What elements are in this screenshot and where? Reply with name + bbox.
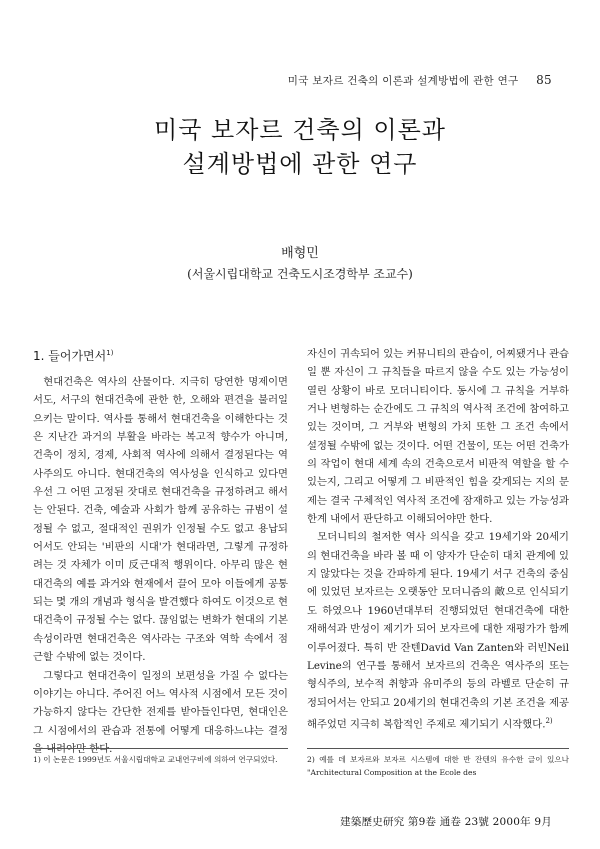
title-line-1: 미국 보자르 건축의 이론과	[154, 116, 446, 144]
right-paragraph-1: 자신이 귀속되어 있는 커뮤니티의 관습이, 어찌됐거나 관습일 뿐 자신이 그 규칙들을 따르지 않을 수도 있는 가능성이 열린 상황이 바로 모더니티이다. 동시에 그 규칙을 거부하거나 변형하는 순간에도 그 규칙의 역사적 조건에 참여하고 있는 것이며, 그 거부와 변형의 가치 또한 그 조건 속에서 설정될 수밖에 없는 것이다. 어떤 건물이, 또는 어떤 건축가의 작업이 현대 세계 속의 건축으로서 비판적 역할을 할 수 있는지, 그리고 어떻게 그 비판적인 힘을 갖게되는 지의 문제는 결국 구체적인 역사적 조건에 잠재하고 있는 가능성과 한계 내에서 판단하고 이해되어야만 한다.	[307, 348, 569, 526]
journal-footer: 建築歷史研究 第9卷 通卷 23號 2000年 9月	[340, 816, 552, 828]
footnote-divider-left	[33, 748, 288, 749]
title-line-2: 설계방법에 관한 연구	[182, 150, 418, 178]
article-title	[0, 113, 600, 181]
footnote-ref-1: 1)	[106, 349, 114, 357]
running-head	[0, 73, 552, 88]
footnote-2: 2) 예를 데 보자르와 보자르 시스템에 대한 반 잔텐의 유수한 글이 있으나 "Architectural Composition at the Ecole des	[307, 755, 569, 777]
author-block	[0, 244, 600, 284]
running-head-title: 미국 보자르 건축의 이론과 설계방법에 관한 연구	[287, 75, 519, 87]
section-heading	[33, 345, 288, 364]
page-number: 85	[536, 73, 552, 87]
left-paragraph-2: 그렇다고 현대건축이 일정의 보편성을 가질 수 없다는 이야기는 아니다. 주어진 어느 역사적 시점에서 모든 것이 가능하지 않다는 간단한 전제를 받아들인다면, 현대인은 그 시점에서의 관습과 전통에 어떻게 대응하느냐는 결정을 내려야만 한다.	[33, 669, 288, 755]
right-paragraph-2	[307, 528, 569, 733]
right-paragraph-2-text: 모더니티의 철저한 역사 의식을 갖고 19세기와 20세기의 현대건축을 바라 볼 때 이 양자가 단순히 대치 관계에 있지 않았다는 것을 간파하게 된다. 19세기 서구 건축의 중심에 있었던 보자르는 오랫동안 모더니즘의 敵으로 인식되기도 하였으나 1960년대부터 진행되었던 현대건축에 대한 재해석과 반성이 제기가 되어 보자르에 대한 재평가가 함께 이루어졌다. 특히 반 잔텐David Van Zanten와 러빈Neil Levine의 연구를 통해서 보자르의 건축은 역사주의 또는 형식주의, 보수적 취향과 유미주의 등의 라벨로 단순히 규정되어서는 안되고 20세기의 현대건축의 기본 조건을 제공해주었던 지극히 복합적인 주제로 제기되기 시작했다.	[307, 531, 569, 731]
left-paragraph-1: 현대건축은 역사의 산물이다. 지극히 당연한 명제이면서도, 서구의 현대건축에 관한 한, 오해와 편견을 불러일으키는 말이다. 역사를 통해서 현대건축을 이해한다는 것은 지난간 과거의 부활을 바라는 복고적 향수가 아니며, 건축이 정치, 경제, 사회적 역사에 의해서 결정된다는 역사주의도 아니다. 현대건축의 역사성을 인식하고 있다면 우선 그 어떤 고정된 잣대로 현대건축을 규정하려고 해서는 안된다. 건축, 예술과 사회가 함께 공유하는 규범이 설정될 수 없고, 절대적인 권위가 인정될 수도 없고 용납되어서도 안되는 '비판의 시대'가 현대라면, 그렇게 규정하려는 것 자체가 이미 反근대적 행위이다. 아무리 많은 현대건축의 예를 과거와 현재에서 끌어 모아 이들에게 공통되는 몇 개의 개념과 형식을 발견했다 하여도 이것으로 현대건축이 규정될 수는 없다. 끊임없는 변화가 현대의 기본 속성이라면 현대건축은 역사라는 구조와 역학 속에서 점근할 수밖에 없는 것이다.	[33, 376, 288, 664]
footnote-1: 1) 이 논문은 1999년도 서울시립대학교 교내연구비에 의하여 연구되었다.	[33, 755, 278, 764]
author-affiliation: (서울시립대학교 건축도시조경학부 조교수)	[187, 267, 413, 281]
footnote-divider-right	[307, 748, 569, 749]
author-name: 배형민	[281, 246, 319, 261]
section-heading-text: 1. 들어가면서	[33, 349, 107, 363]
footnote-ref-2: 2)	[545, 716, 553, 725]
right-column	[307, 345, 569, 734]
left-column	[33, 345, 288, 758]
